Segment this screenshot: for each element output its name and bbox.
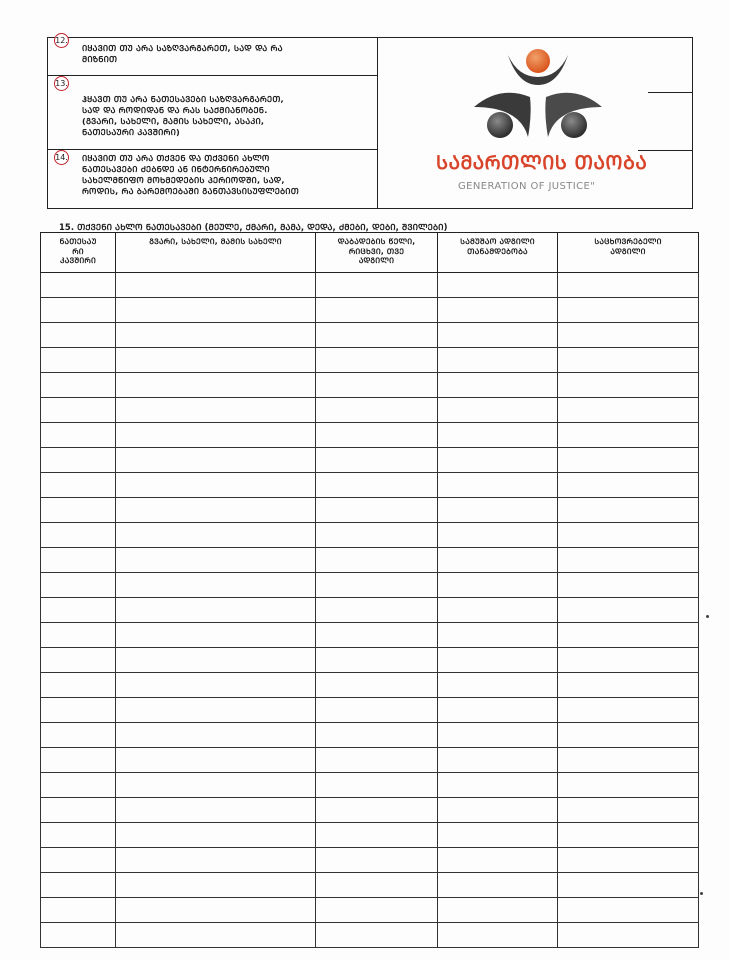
table-cell[interactable] <box>116 373 316 398</box>
table-cell[interactable] <box>558 748 699 773</box>
table-row <box>41 898 699 923</box>
table-row <box>41 523 699 548</box>
table-cell[interactable] <box>558 448 699 473</box>
table-cell[interactable] <box>438 898 558 923</box>
table-cell[interactable] <box>558 823 699 848</box>
table-cell[interactable] <box>116 423 316 448</box>
table-cell[interactable] <box>438 373 558 398</box>
relatives-table <box>40 232 698 929</box>
table-cell[interactable] <box>116 648 316 673</box>
table-cell[interactable] <box>558 598 699 623</box>
table-cell[interactable] <box>116 848 316 873</box>
table-cell[interactable] <box>41 323 116 348</box>
table-cell[interactable] <box>316 523 438 548</box>
scan-speck <box>706 615 709 618</box>
table-cell[interactable] <box>316 548 438 573</box>
header-full-name: ᲒᲕᲐᲠᲘ, ᲡᲐᲮᲔᲚᲘ, ᲛᲐᲛᲘᲡ ᲡᲐᲮᲔᲚᲘ <box>116 233 316 273</box>
table-cell[interactable] <box>438 498 558 523</box>
table-cell[interactable] <box>116 448 316 473</box>
table-cell[interactable] <box>41 423 116 448</box>
table-cell[interactable] <box>41 298 116 323</box>
table-cell[interactable] <box>438 798 558 823</box>
table-cell[interactable] <box>116 723 316 748</box>
table-cell[interactable] <box>316 423 438 448</box>
table-cell[interactable] <box>41 798 116 823</box>
table-cell[interactable] <box>41 923 116 948</box>
table-cell[interactable] <box>438 573 558 598</box>
table-cell[interactable] <box>438 698 558 723</box>
table-cell[interactable] <box>316 673 438 698</box>
table-cell[interactable] <box>558 573 699 598</box>
table-cell[interactable] <box>316 748 438 773</box>
table-cell[interactable] <box>41 848 116 873</box>
table-cell[interactable] <box>41 723 116 748</box>
table-cell[interactable] <box>438 298 558 323</box>
table-cell[interactable] <box>316 448 438 473</box>
table-cell[interactable] <box>116 798 316 823</box>
table-cell[interactable] <box>316 473 438 498</box>
table-cell[interactable] <box>316 323 438 348</box>
table-cell[interactable] <box>558 773 699 798</box>
table-cell[interactable] <box>41 623 116 648</box>
table-row <box>41 273 699 298</box>
table-row <box>41 723 699 748</box>
table-cell[interactable] <box>438 873 558 898</box>
table-row <box>41 473 699 498</box>
logo-figures-icon <box>430 45 660 145</box>
table-cell[interactable] <box>316 298 438 323</box>
table-cell[interactable] <box>558 323 699 348</box>
header-workplace-position: ᲡᲐᲛᲣᲨᲐᲝ ᲐᲓᲒᲘᲚᲘ ᲗᲐᲜᲐᲛᲓᲔᲑᲝᲑᲐ <box>438 233 558 273</box>
table-cell[interactable] <box>558 373 699 398</box>
table-cell[interactable] <box>41 673 116 698</box>
table-cell[interactable] <box>41 898 116 923</box>
table-cell[interactable] <box>116 348 316 373</box>
question-text: ᲰᲧᲐᲕᲗ ᲗᲣ ᲐᲠᲐ ᲜᲐᲗᲔᲡᲐᲕᲔᲑᲘ ᲡᲐᲖᲦᲕᲐᲠᲒᲐᲠᲔᲗ, ᲡᲐᲓ ᲓᲐ ᲠᲝᲓᲘᲓᲐᲜ ᲓᲐ ᲠᲐᲡ ᲡᲐᲥᲛᲘᲐᲜᲝᲑᲔᲜ. (ᲒᲕᲐᲠᲘ, ᲡᲐᲮᲔᲚᲘ, ᲛᲐᲛᲘᲡ ᲡᲐᲮᲔᲚᲘ, ᲐᲡᲐᲙᲘ, ᲜᲐᲗᲔᲡᲐᲣᲠᲘ ᲙᲐᲕᲨᲘᲠᲘ) <box>82 94 284 137</box>
question-row-13 <box>48 76 378 150</box>
table-row <box>41 648 699 673</box>
table-cell[interactable] <box>558 898 699 923</box>
table-cell[interactable] <box>116 473 316 498</box>
table-cell[interactable] <box>41 773 116 798</box>
table-cell[interactable] <box>316 848 438 873</box>
table-cell[interactable] <box>558 523 699 548</box>
table-cell[interactable] <box>316 648 438 673</box>
table-cell[interactable] <box>316 723 438 748</box>
table-cell[interactable] <box>558 698 699 723</box>
table-row <box>41 498 699 523</box>
table-cell[interactable] <box>116 773 316 798</box>
table-cell[interactable] <box>438 773 558 798</box>
table-cell[interactable] <box>438 598 558 623</box>
table-row <box>41 298 699 323</box>
table-cell[interactable] <box>438 748 558 773</box>
table-cell[interactable] <box>316 273 438 298</box>
table-cell[interactable] <box>558 473 699 498</box>
table-row <box>41 598 699 623</box>
question-row-12 <box>48 38 378 76</box>
table-cell[interactable] <box>116 573 316 598</box>
table-row <box>41 673 699 698</box>
table-cell[interactable] <box>438 398 558 423</box>
table-cell[interactable] <box>316 348 438 373</box>
logo-title: ᲡᲐᲛᲐᲠᲗᲚᲘᲡ ᲗᲐᲝᲑᲐ <box>436 152 648 174</box>
table-cell[interactable] <box>41 398 116 423</box>
table-header-row <box>41 233 699 273</box>
table-cell[interactable] <box>116 898 316 923</box>
table-cell[interactable] <box>116 923 316 948</box>
relatives-table-title: 15. ᲗᲥᲕᲔᲜᲘ ᲐᲮᲚᲝ ᲜᲐᲗᲔᲡᲐᲕᲔᲑᲘ (ᲛᲔᲣᲚᲔ, ᲥᲛᲐᲠᲘ, ᲛᲐᲛᲐ, ᲓᲔᲓᲐ, ᲫᲛᲔᲑᲘ, ᲓᲔᲑᲘ, ᲨᲕᲘᲚᲔᲑᲘ) <box>59 222 448 232</box>
table-row <box>41 423 699 448</box>
table-cell[interactable] <box>438 848 558 873</box>
table-row <box>41 873 699 898</box>
question-row-14 <box>48 150 378 210</box>
table-cell[interactable] <box>438 623 558 648</box>
question-text: ᲘᲧᲐᲕᲘᲗ ᲗᲣ ᲐᲠᲐ ᲗᲥᲕᲔᲜ ᲓᲐ ᲗᲥᲕᲔᲜᲘ ᲐᲮᲚᲝ ᲜᲐᲗᲔᲡᲐᲕᲔᲑᲘ ᲫᲔᲑᲜᲓᲔ ᲐᲜ ᲘᲜᲢᲔᲠᲜᲘᲠᲔᲑᲣᲚᲘ ᲡᲐᲮᲔᲚᲛᲬᲘᲤᲝ ᲛᲝᲮᲛᲔᲓᲔᲑᲘᲡ ᲞᲔᲠᲘᲝᲓᲨᲘ, ᲡᲐᲓ, ᲠᲝᲓᲘᲡ, ᲠᲐ ᲑᲐᲠᲔᲛᲝᲔᲑᲐᲨᲘ ᲒᲐᲜᲗᲐᲕᲡᲘᲡᲣᲤᲚᲔᲑᲘᲗ <box>82 153 299 196</box>
table-cell[interactable] <box>41 373 116 398</box>
table-cell[interactable] <box>558 273 699 298</box>
table-cell[interactable] <box>116 273 316 298</box>
table-cell[interactable] <box>41 748 116 773</box>
table-cell[interactable] <box>438 273 558 298</box>
header-residence: ᲡᲐᲪᲮᲝᲕᲠᲔᲑᲔᲚᲘ ᲐᲓᲒᲘᲚᲘ <box>558 233 699 273</box>
table-cell[interactable] <box>41 348 116 373</box>
question-text: ᲘᲧᲐᲕᲘᲗ ᲗᲣ ᲐᲠᲐ ᲡᲐᲖᲦᲕᲐᲠᲒᲐᲠᲔᲗ, ᲡᲐᲓ ᲓᲐ ᲠᲐ ᲛᲘᲖᲜᲘᲗ <box>82 43 283 64</box>
table-cell[interactable] <box>438 548 558 573</box>
table-cell[interactable] <box>41 473 116 498</box>
table-row <box>41 548 699 573</box>
table-cell[interactable] <box>438 448 558 473</box>
table-cell[interactable] <box>438 523 558 548</box>
table-row <box>41 698 699 723</box>
table-cell[interactable] <box>438 323 558 348</box>
table-cell[interactable] <box>558 673 699 698</box>
table-cell[interactable] <box>116 548 316 573</box>
table-cell[interactable] <box>41 648 116 673</box>
table-cell[interactable] <box>558 498 699 523</box>
table-row <box>41 348 699 373</box>
table-cell[interactable] <box>316 773 438 798</box>
table-cell[interactable] <box>41 698 116 723</box>
table-row <box>41 573 699 598</box>
table-cell[interactable] <box>438 648 558 673</box>
table-cell[interactable] <box>438 423 558 448</box>
generation-of-justice-logo <box>430 45 660 205</box>
table-cell[interactable] <box>41 873 116 898</box>
table-cell[interactable] <box>316 873 438 898</box>
table-row <box>41 923 699 948</box>
table-row <box>41 748 699 773</box>
table-cell[interactable] <box>558 723 699 748</box>
table-cell[interactable] <box>116 748 316 773</box>
table-cell[interactable] <box>41 273 116 298</box>
logo-subtitle: GENERATION OF JUSTICE" <box>458 181 596 192</box>
table-cell[interactable] <box>316 823 438 848</box>
table-cell[interactable] <box>116 698 316 723</box>
table-cell[interactable] <box>41 598 116 623</box>
table-cell[interactable] <box>116 298 316 323</box>
table-cell[interactable] <box>116 673 316 698</box>
table-cell[interactable] <box>316 573 438 598</box>
table-cell[interactable] <box>316 498 438 523</box>
table-cell[interactable] <box>438 723 558 748</box>
table-body <box>41 273 699 948</box>
table-cell[interactable] <box>41 548 116 573</box>
table-cell[interactable] <box>558 848 699 873</box>
table-cell[interactable] <box>116 823 316 848</box>
table-cell[interactable] <box>116 623 316 648</box>
table-cell[interactable] <box>116 523 316 548</box>
table-cell[interactable] <box>41 573 116 598</box>
table-cell[interactable] <box>316 373 438 398</box>
table-cell[interactable] <box>558 873 699 898</box>
question-number-badge: 13. <box>54 76 69 91</box>
table-cell[interactable] <box>116 398 316 423</box>
table-cell[interactable] <box>116 598 316 623</box>
table-cell[interactable] <box>316 798 438 823</box>
table-cell[interactable] <box>316 623 438 648</box>
table-cell[interactable] <box>438 673 558 698</box>
header-relation: ᲜᲐᲗᲔᲡᲐᲣ ᲠᲘ ᲙᲐᲕᲨᲘᲠᲘ <box>41 233 116 273</box>
table-cell[interactable] <box>558 398 699 423</box>
table-cell[interactable] <box>438 473 558 498</box>
table-cell[interactable] <box>438 348 558 373</box>
questions-column <box>48 38 378 208</box>
table-row <box>41 373 699 398</box>
table-cell[interactable] <box>558 923 699 948</box>
table-row <box>41 848 699 873</box>
table-row <box>41 773 699 798</box>
table-cell[interactable] <box>558 348 699 373</box>
table-row <box>41 798 699 823</box>
table-cell[interactable] <box>316 898 438 923</box>
table-row <box>41 448 699 473</box>
table-row <box>41 398 699 423</box>
table-cell[interactable] <box>41 523 116 548</box>
table-cell[interactable] <box>316 698 438 723</box>
table-cell[interactable] <box>558 798 699 823</box>
table-cell[interactable] <box>41 498 116 523</box>
table-cell[interactable] <box>116 873 316 898</box>
table-cell[interactable] <box>116 323 316 348</box>
table-cell[interactable] <box>316 598 438 623</box>
question-number-badge: 12. <box>54 33 69 48</box>
question-number-badge: 14. <box>54 150 69 165</box>
table-cell[interactable] <box>316 923 438 948</box>
table-cell[interactable] <box>558 623 699 648</box>
scan-speck <box>700 892 703 895</box>
table-cell[interactable] <box>41 448 116 473</box>
table-row <box>41 823 699 848</box>
table-cell[interactable] <box>41 823 116 848</box>
header-birth-date-place: ᲓᲐᲑᲐᲓᲔᲑᲘᲡ ᲬᲔᲚᲘ, ᲠᲘᲪᲮᲕᲘ, ᲗᲕᲔ ᲐᲓᲒᲘᲚᲘ <box>316 233 438 273</box>
table-cell[interactable] <box>558 548 699 573</box>
table-cell[interactable] <box>438 923 558 948</box>
table-row <box>41 323 699 348</box>
table-row <box>41 623 699 648</box>
table-cell[interactable] <box>316 398 438 423</box>
table-cell[interactable] <box>116 498 316 523</box>
table-cell[interactable] <box>438 823 558 848</box>
table-cell[interactable] <box>558 298 699 323</box>
table-cell[interactable] <box>558 423 699 448</box>
table-cell[interactable] <box>558 648 699 673</box>
